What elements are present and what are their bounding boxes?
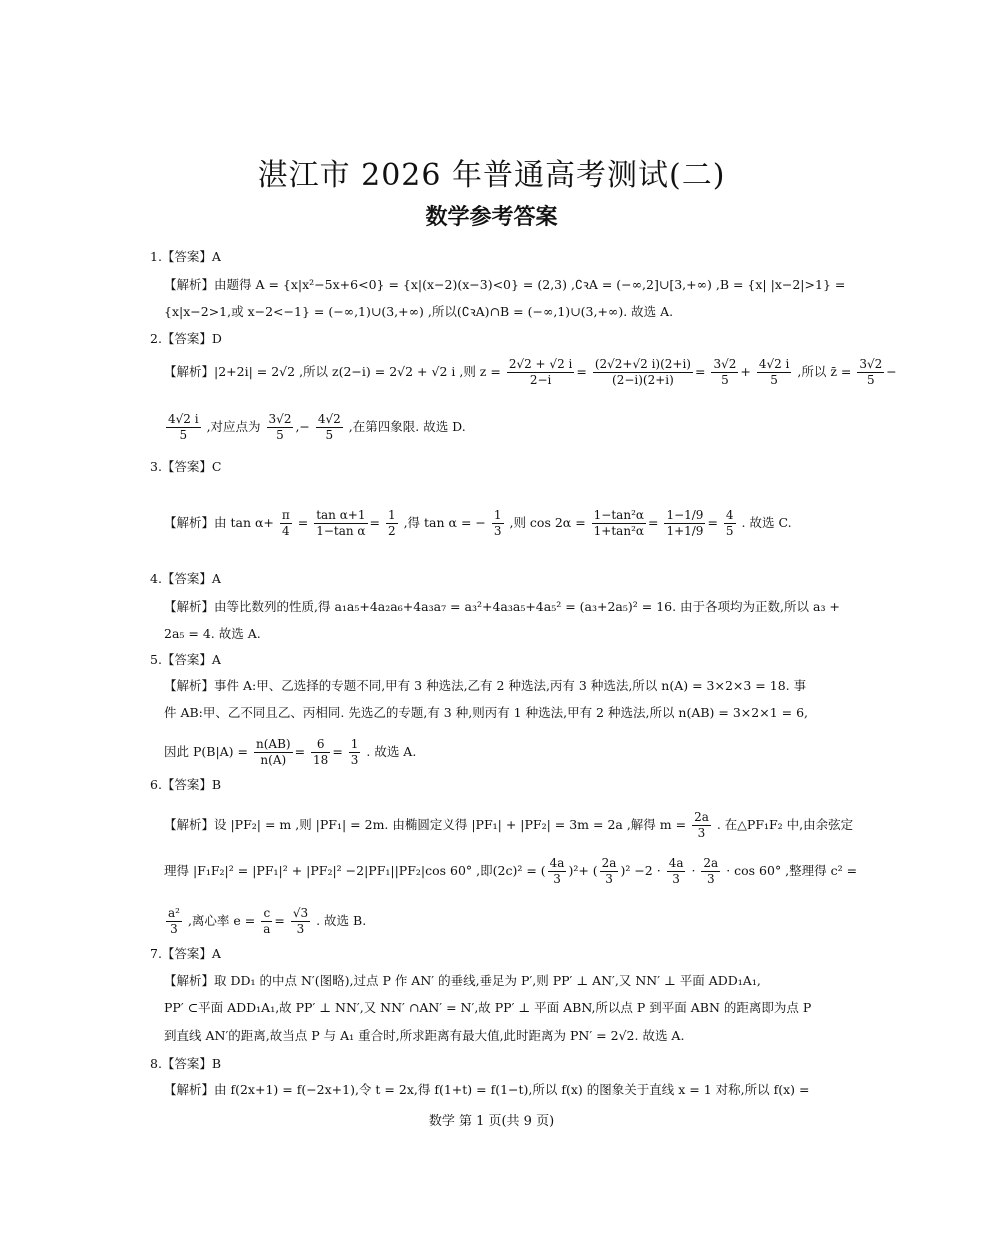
page-subtitle: 数学参考答案 xyxy=(425,205,558,230)
q2-text-c: ,对应点为 xyxy=(206,419,261,434)
q5-fraction-b: $\frac{6}{18}$ xyxy=(313,737,329,767)
q6-fraction-h: $\frac{√3}{3}$ xyxy=(292,906,309,936)
q2-solution-line1: 【解析】|2+2i| = 2√2 ,所以 z(2−i) = 2√2 + √2 i ,则 z = $\frac{2√2 + √2 i}{2-i}$ = $\frac{(2√2+√2 i)(2+i)}{(2-i)(2+i)}$ = $\frac{3√2}{5}$ + $\frac{4√2 i}{5}$ ,所以 z̄ = $\frac{3√2}{5}$ − xyxy=(164,357,897,387)
q5-solution-line1: 【解析】事件 A:甲、乙选择的专题不同,甲有 3 种选法,乙有 2 种选法,丙有 3 种选法,所以 n(A) = 3×2×3 = 18. 事 xyxy=(164,678,807,693)
q5-fraction-c: $\frac{1}{3}$ xyxy=(350,737,359,767)
q6-answer: 6.【答案】B xyxy=(150,777,222,792)
q8-solution-line1: 【解析】由 f(2x+1) = f(−2x+1),令 t = 2x,得 f(1+t) = f(1−t),所以 f(x) 的图象关于直线 x = 1 对称,所以 f(x) = xyxy=(164,1082,810,1097)
q7-solution-line1: 【解析】取 DD₁ 的中点 N′(图略),过点 P 作 AN′ 的垂线,垂足为 P′,则 PP′ ⊥ AN′,又 NN′ ⊥ 平面 ADD₁A₁, xyxy=(164,973,761,988)
q2-fraction-4: $\frac{4√2 i}{5}$ xyxy=(758,357,790,387)
q5-text-b: . 故选 A. xyxy=(366,744,417,759)
q3-fraction-c: $\frac{1}{3}$ xyxy=(493,508,502,538)
q6-text-b: . 在△PF₁F₂ 中,由余弦定 xyxy=(716,817,854,832)
q3-solution-line1: 【解析】由 tan α+ $\frac{\pi}{4}$ = $\frac{\text{tan α+1}}{\text{1−tan α}}$ = $\frac{1}{2}$ ,得 tan α = − $\frac{1}{3}$ ,则 cos 2α = $\frac{\text{1−tan²α}}{\text{1+tan²α}}$ = $\frac{1-1/9}{1+1/9}$ = $\frac{4}{5}$ . 故选 C. xyxy=(164,508,792,538)
q6-fraction-g: $\frac{c}{a}$ xyxy=(263,906,271,936)
q3-fraction-b: $\frac{1}{2}$ xyxy=(387,508,396,538)
q5-solution-line2: 件 AB:甲、乙不同且乙、丙相同. 先选乙的专题,有 3 种,则丙有 1 种选法,甲有 2 种选法,所以 n(AB) = 3×2×1 = 6, xyxy=(164,705,809,720)
q2-fraction-3: $\frac{3√2}{5}$ xyxy=(713,357,737,387)
q3-fraction-e: $\frac{1-1/9}{1+1/9}$ xyxy=(666,508,704,538)
q6-text-f: . 故选 B. xyxy=(316,913,367,928)
q2-fraction-6: $\frac{4√2 i}{5}$ xyxy=(168,412,199,442)
q3-text-d: . 故选 C. xyxy=(741,515,792,530)
q2-text-b: ,所以 z̄ = xyxy=(797,364,852,379)
q6-text-c: 理得 |F₁F₂|² = |PF₁|² + |PF₂|² −2|PF₁||PF₂|cos 60° ,即(2c)² = xyxy=(164,863,537,878)
q5-answer: 5.【答案】A xyxy=(150,652,221,667)
q6-fraction-e: $\frac{2a}{3}$ xyxy=(703,856,719,886)
q2-fraction-5: $\frac{3√2}{5}$ xyxy=(859,357,883,387)
q3-answer: 3.【答案】C xyxy=(150,459,222,474)
q3-fraction-pi: $\frac{\pi}{4}$ xyxy=(281,508,290,538)
q3-fraction-f: $\frac{4}{5}$ xyxy=(725,508,734,538)
q2-fraction-1: $\frac{2√2 + √2 i}{2-i}$ xyxy=(508,357,573,387)
q3-text-a: 【解析】由 tan α+ xyxy=(164,515,274,530)
q4-solution-line2: 2a₅ = 4. 故选 A. xyxy=(164,626,261,641)
q1-solution-line1: 【解析】由题得 A = {x|x²−5x+6<0} = {x|(x−2)(x−3)<0} = (2,3) ,∁ꝛA = (−∞,2]∪[3,+∞) ,B = {x| |x−2|>1} = xyxy=(164,277,846,292)
q6-text-e: ,离心率 e = xyxy=(187,913,256,928)
q6-text-a: 【解析】设 |PF₂| = m ,则 |PF₁| = 2m. 由椭圆定义得 |PF₁| + |PF₂| = 3m = 2a ,解得 m = xyxy=(164,817,687,832)
page-title: 湛江市 2026 年普通高考测试(二) xyxy=(257,158,726,193)
q1-solution-line2: {x|x−2>1,或 x−2<−1} = (−∞,1)∪(3,+∞) ,所以(∁ꝛA)∩B = (−∞,1)∪(3,+∞). 故选 A. xyxy=(164,304,674,319)
q6-solution-line3: $\frac{\text{a²}}{3}$ ,离心率 e = $\frac{c}{a}$ = $\frac{√3}{3}$ . 故选 B. xyxy=(168,906,367,936)
q6-fraction-b: $\frac{4a}{3}$ xyxy=(549,856,565,886)
q2-solution-line2: $\frac{4√2 i}{5}$ ,对应点为 $\frac{3√2}{5}$ ,− $\frac{4√2}{5}$ ,在第四象限. 故选 D. xyxy=(168,412,466,442)
q2-text-a: 【解析】|2+2i| = 2√2 ,所以 z(2−i) = 2√2 + √2 i ,则 z = xyxy=(164,364,501,379)
q7-answer: 7.【答案】A xyxy=(150,946,221,961)
q1-answer: 1.【答案】A xyxy=(150,249,221,264)
q7-solution-line3: 到直线 AN′的距离,故当点 P 与 A₁ 重合时,所求距离有最大值,此时距离为 PN′ = 2√2. 故选 A. xyxy=(164,1028,685,1043)
q2-fraction-7: $\frac{3√2}{5}$ xyxy=(268,412,292,442)
q6-fraction-a: $\frac{2a}{3}$ xyxy=(694,810,709,840)
q3-text-b: ,得 tan α = − xyxy=(403,515,486,530)
q3-fraction-d: $\frac{\text{1−tan²α}}{\text{1+tan²α}}$ xyxy=(593,508,644,538)
q6-fraction-f: $\frac{\text{a²}}{3}$ xyxy=(168,906,180,936)
q4-answer: 4.【答案】A xyxy=(150,571,221,586)
q4-solution-line1: 【解析】由等比数列的性质,得 a₁a₅+4a₂a₆+4a₃a₇ = a₃²+4a₃a₅+4a₅² = (a₃+2a₅)² = 16. 由于各项均为正数,所以 a₃ + xyxy=(164,599,840,614)
q2-fraction-8: $\frac{4√2}{5}$ xyxy=(317,412,341,442)
q3-text-c: ,则 cos 2α = xyxy=(509,515,586,530)
q5-fraction-a: $\frac{n(AB)}{n(A)}$ xyxy=(256,737,291,767)
q2-text-d: ,在第四象限. 故选 D. xyxy=(348,419,466,434)
q6-fraction-d: $\frac{4a}{3}$ xyxy=(668,856,684,886)
q2-answer: 2.【答案】D xyxy=(150,331,222,346)
q5-solution-line3: 因此 P(B|A) = $\frac{n(AB)}{n(A)}$ = $\frac{6}{18}$ = $\frac{1}{3}$ . 故选 A. xyxy=(164,737,417,767)
q3-fraction-a: $\frac{\text{tan α+1}}{\text{1−tan α}}$ xyxy=(316,508,366,538)
q6-text-d: · cos 60° ,整理得 c² = xyxy=(726,863,858,878)
q6-solution-line2: 理得 |F₁F₂|² = |PF₁|² + |PF₂|² −2|PF₁||PF₂|cos 60° ,即(2c)² = ( $\frac{4a}{3}$ )²+ ( $\frac{2a}{3}$ )² −2 · $\frac{4a}{3}$ · $\frac{2a}{3}$ · cos 60° ,整理得 c² = xyxy=(164,856,858,886)
page-footer: 数学 第 1 页(共 9 页) xyxy=(428,1114,555,1129)
q5-text-a: 因此 P(B|A) = xyxy=(164,744,249,759)
q7-solution-line2: PP′ ⊂平面 ADD₁A₁,故 PP′ ⊥ NN′,又 NN′ ∩AN′ = N′,故 PP′ ⊥ 平面 ABN,所以点 P 到平面 ABN 的距离即为点 P xyxy=(164,1000,812,1015)
q6-solution-line1 xyxy=(164,810,853,841)
q8-answer: 8.【答案】B xyxy=(150,1056,222,1071)
q2-fraction-2: $\frac{(2√2+√2 i)(2+i)}{(2-i)(2+i)}$ xyxy=(594,357,691,387)
q6-fraction-c: $\frac{2a}{3}$ xyxy=(601,856,617,886)
